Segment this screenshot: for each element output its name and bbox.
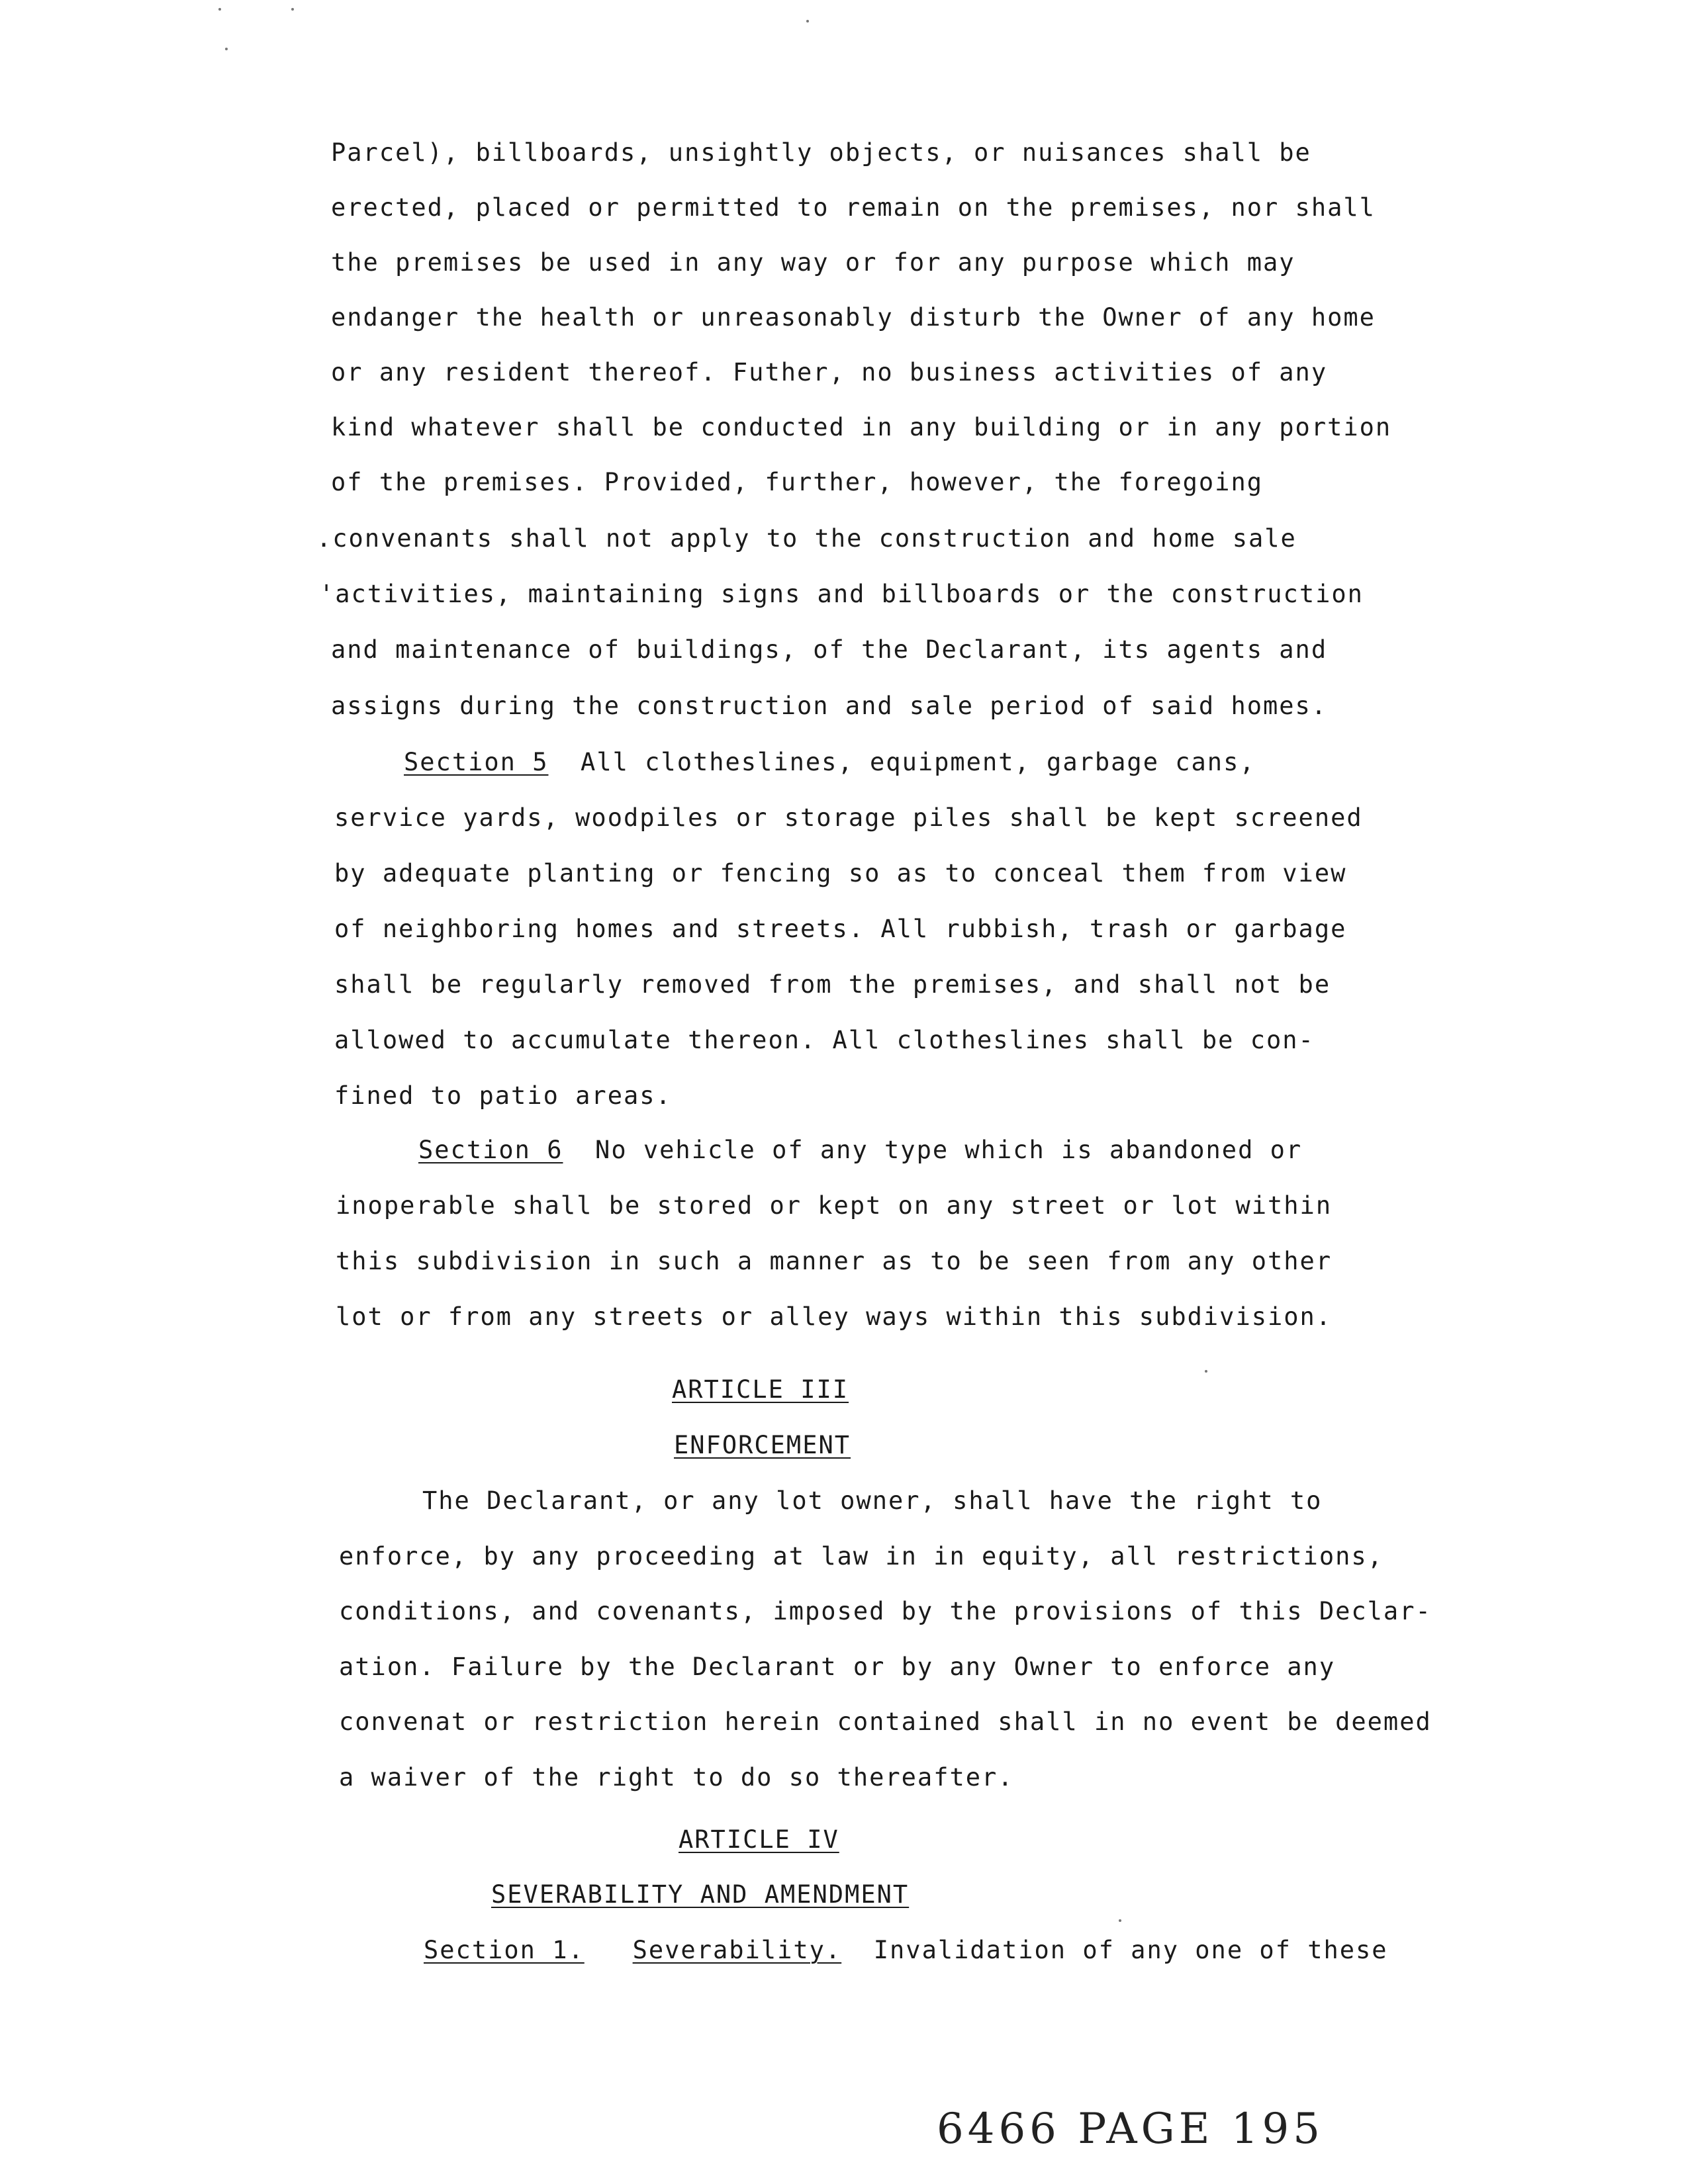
text-span: Invalidation of any one of these <box>873 1936 1388 1964</box>
text-line: 'activities, maintaining signs and billboards or the construction <box>319 580 1364 608</box>
book-page-stamp: 6466 PAGE 195 <box>937 2105 1324 2154</box>
text-line: shall be regularly removed from the premises, and shall not be <box>334 970 1331 999</box>
text-line: erected, placed or permitted to remain on the premises, nor shall <box>331 193 1376 222</box>
scan-speck <box>225 48 228 50</box>
severability-title: Severability. <box>632 1936 842 1964</box>
scan-speck <box>1205 1370 1207 1373</box>
text-line: endanger the health or unreasonably disturb the Owner of any home <box>331 303 1376 332</box>
section-6-label: Section 6 <box>418 1136 563 1164</box>
text-line: fined to patio areas. <box>334 1081 672 1110</box>
text-line: allowed to accumulate thereon. All clotheslines shall be con- <box>334 1026 1315 1054</box>
article-4-title <box>679 1824 839 1856</box>
text-span: All clotheslines, equipment, garbage cans, <box>581 748 1256 776</box>
section-5-label: Section 5 <box>404 748 549 776</box>
text-line: by adequate planting or fencing so as to conceal them from view <box>334 859 1347 887</box>
text-line: inoperable shall be stored or kept on any street or lot within <box>336 1191 1333 1220</box>
article-3-heading-text: ENFORCEMENT <box>674 1431 851 1459</box>
article-3-title <box>672 1374 849 1406</box>
text-line: the premises be used in any way or for any purpose which may <box>331 248 1295 277</box>
text-line: or any resident thereof. Futher, no business activities of any <box>331 358 1328 387</box>
article-4-heading-text: SEVERABILITY AND AMENDMENT <box>491 1880 910 1909</box>
text-line: assigns during the construction and sale period of said homes. <box>331 692 1328 720</box>
article-4-title-text: ARTICLE IV <box>679 1825 839 1854</box>
section-1-severability <box>424 1934 1388 1966</box>
text-span: No vehicle of any type which is abandoned or <box>595 1136 1303 1164</box>
scan-speck <box>218 8 221 11</box>
section-1-label: Section 1. <box>424 1936 585 1964</box>
article-3-heading <box>674 1430 851 1461</box>
text-line: lot or from any streets or alley ways within this subdivision. <box>336 1302 1333 1331</box>
section-6-first-line <box>418 1134 1302 1166</box>
text-line: convenat or restriction herein contained shall in no event be deemed <box>339 1707 1432 1736</box>
text-line: conditions, and covenants, imposed by the provisions of this Declar- <box>339 1597 1432 1625</box>
scan-speck <box>1119 1919 1121 1922</box>
text-line: The Declarant, or any lot owner, shall have the right to <box>422 1486 1323 1515</box>
text-line: enforce, by any proceeding at law in in equity, all restrictions, <box>339 1542 1383 1570</box>
article-4-heading <box>491 1879 909 1911</box>
scan-speck <box>806 20 809 23</box>
text-line: this subdivision in such a manner as to be seen from any other <box>336 1247 1333 1275</box>
text-line: .convenants shall not apply to the construction and home sale <box>316 524 1297 553</box>
text-line: of the premises. Provided, further, however, the foregoing <box>331 468 1264 496</box>
text-line: kind whatever shall be conducted in any building or in any portion <box>331 413 1392 441</box>
scan-speck <box>291 8 294 11</box>
article-3-title-text: ARTICLE III <box>672 1375 849 1404</box>
text-line: Parcel), billboards, unsightly objects, or nuisances shall be <box>331 138 1311 167</box>
text-line: of neighboring homes and streets. All rubbish, trash or garbage <box>334 915 1347 943</box>
text-line: and maintenance of buildings, of the Declarant, its agents and <box>331 635 1328 664</box>
text-line: ation. Failure by the Declarant or by any Owner to enforce any <box>339 1653 1336 1681</box>
text-line: a waiver of the right to do so thereafter. <box>339 1763 1014 1792</box>
text-line: service yards, woodpiles or storage piles shall be kept screened <box>334 803 1363 832</box>
section-5-first-line <box>404 747 1256 778</box>
